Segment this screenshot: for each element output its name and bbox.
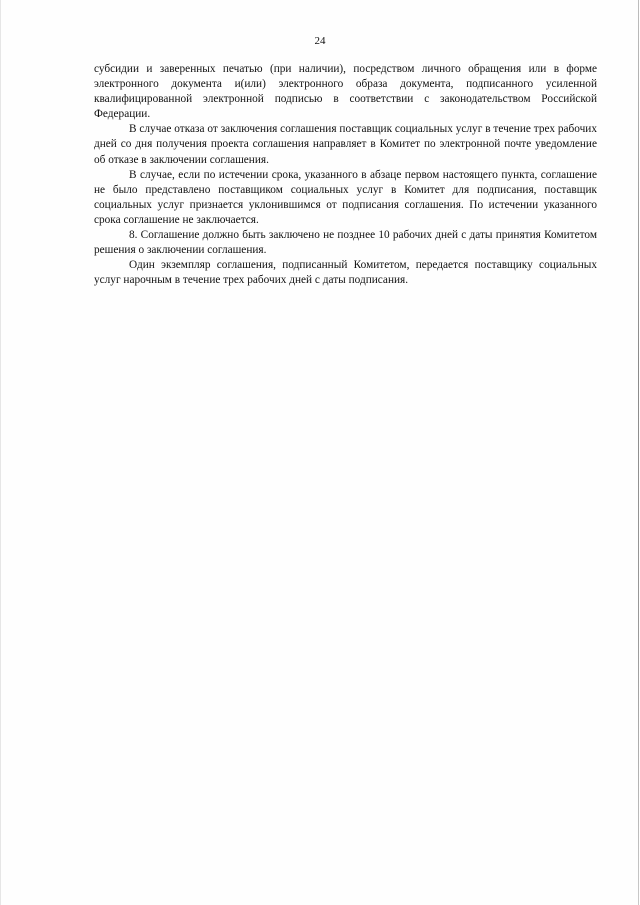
scan-edge-right: [638, 0, 639, 905]
paragraph: субсидии и заверенных печатью (при наличии), посредством личного обращения или в форме электронного документа и(или) электронного образа документа, подписанного усиленной квалифицированной электронной подписью в соответствии с законодательством Российской Федерации.: [94, 63, 597, 121]
paragraph: Один экземпляр соглашения, подписанный Комитетом, передается поставщику социальных услуг нарочным в течение трех рабочих дней с даты подписания.: [94, 259, 597, 287]
page-number: 24: [314, 35, 326, 47]
scan-edge-left: [0, 0, 1, 905]
paragraph: В случае отказа от заключения соглашения поставщик социальных услуг в течение трех рабочих дней со дня получения проекта соглашения направляет в Комитет по электронной почте уведомление об отказе в заключении соглашения.: [94, 123, 597, 166]
document-body: [94, 62, 597, 288]
paragraph: В случае, если по истечении срока, указанного в абзаце первом настоящего пункта, соглашение не было представлено поставщиком социальных услуг в Комитет для подписания, поставщик социальных услуг признается уклонившимся от подписания соглашения. По истечении указанного срока соглашение не заключается.: [94, 168, 597, 226]
paragraph: 8. Соглашение должно быть заключено не позднее 10 рабочих дней с даты принятия Комитетом решения о заключении соглашения.: [94, 229, 597, 257]
